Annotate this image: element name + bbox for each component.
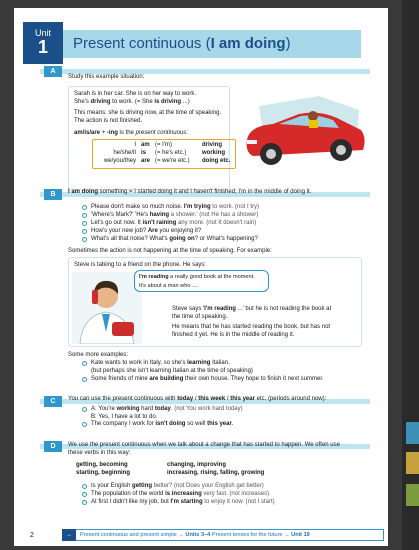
c-item-0 — [91, 405, 243, 413]
bullet-icon — [82, 500, 87, 505]
steve-says-c: ...' but he is not reading the book at — [235, 306, 332, 312]
c-intro-f: this year — [230, 396, 255, 402]
a-line3: This means: she is driving now, at the time of speaking. — [74, 110, 222, 116]
a-line1: Sarah is in her car. She is on her way to work. — [74, 91, 197, 97]
b-item-4-c: ? or What's happening? — [194, 236, 258, 242]
c-item-0-c: hard — [139, 406, 155, 412]
speech-line1 — [139, 273, 255, 281]
bullet-icon — [82, 484, 87, 489]
table-form-2: doing etc. — [202, 158, 231, 164]
a-line2-a: She's — [74, 99, 91, 105]
side-tab-2 — [406, 452, 419, 474]
section-d-badge: D — [44, 441, 62, 452]
b-item-0-a: Please don't make so much noise. — [91, 204, 184, 210]
b-item-0 — [91, 203, 259, 211]
more-2-c: their own house. They hope to finish it next summer. — [183, 376, 324, 382]
more-0-c: Italian. — [210, 360, 230, 366]
section-a-badge: A — [44, 66, 62, 77]
section-a-intro: Study this example situation: — [68, 74, 145, 80]
footer-text-a: Present continuous and present simple — [80, 532, 179, 538]
page-title — [63, 30, 361, 58]
bullet-icon — [82, 205, 87, 210]
c-item-2-b: isn't doing — [155, 421, 186, 427]
table-contraction-1: (= he's etc.) — [155, 150, 187, 156]
b-item-1-b: having — [149, 212, 170, 218]
more-item-1: (but perhaps she isn't learning Italian at the time of speaking) — [91, 368, 253, 374]
more-item-0 — [91, 359, 230, 367]
speech-a: I'm reading — [139, 274, 169, 280]
steve-line2: the time of speaking. — [172, 314, 228, 320]
a-line2-d: is driving — [154, 99, 182, 105]
table-pronoun-2: we/you/they — [103, 158, 136, 164]
formula-b: + — [100, 130, 107, 136]
formula-f: : — [186, 130, 188, 136]
more-0-b: learning — [187, 360, 211, 366]
b-item-0-c: to work. (not I try) — [210, 204, 259, 210]
bullet-icon — [82, 237, 87, 242]
title-end: ) — [285, 35, 291, 52]
a-line2 — [74, 98, 190, 106]
steve-line4: finished it yet. He is in the middle of reading it. — [172, 332, 295, 338]
d-verbs-col2-0: changing, improving — [167, 462, 227, 468]
section-c-intro — [68, 395, 326, 403]
c-item-2-e: . — [231, 421, 234, 427]
more-2-a: Some friends of mine — [91, 376, 150, 382]
d-item-1-a: The population of the world — [91, 491, 166, 497]
d-intro2: these verbs in this way: — [68, 450, 131, 456]
bullet-icon — [82, 221, 87, 226]
c-item-0-d: today — [154, 406, 171, 412]
section-b-intro — [68, 188, 311, 196]
c-item-2-d: this year — [207, 421, 232, 427]
phone-base — [112, 322, 134, 336]
side-tabs — [402, 0, 419, 550]
c-intro-e: / — [225, 396, 231, 402]
b-sometimes: Sometimes the action is not happening at the time of speaking. For example: — [68, 248, 272, 254]
d-intro1: We use the present continuous when we talk about a change that has started to happen. We often use — [68, 442, 340, 448]
section-b-badge: B — [44, 189, 62, 200]
d-item-0-c: better? (not Does your English get better) — [152, 483, 264, 489]
steve-says-a: Steve says ' — [172, 306, 205, 312]
footer-link-unit-19[interactable]: → Unit 19 — [284, 532, 310, 538]
c-intro-b: today — [177, 396, 194, 402]
b-item-1-c: a shower.' (not He has a shower) — [169, 212, 259, 218]
footer-text-b: Present tenses for the future — [210, 532, 284, 538]
section-c-badge: C — [44, 396, 62, 407]
d-item-2-a: At first I didn't like my job, but — [91, 499, 171, 505]
d-item-2 — [91, 498, 275, 506]
more-item-2 — [91, 375, 324, 383]
speech-b: a really good book at the moment. — [168, 274, 255, 280]
unit-badge — [23, 22, 63, 64]
d-item-2-b: I'm starting — [170, 499, 203, 505]
table-pronoun-1: he/she/it — [113, 150, 136, 156]
speech-line2: It's about a man who .... — [139, 283, 199, 289]
bullet-icon — [82, 229, 87, 234]
side-tab-3 — [406, 484, 419, 506]
c-intro-a: You can use the present continuous with — [68, 396, 178, 402]
formula-e: present continuous — [135, 130, 187, 136]
bullet-icon — [82, 407, 87, 412]
man-on-phone-illustration — [72, 272, 142, 344]
bullet-icon — [82, 492, 87, 497]
footer-link-units-3-4[interactable]: → Units 3–4 — [178, 532, 211, 538]
bullet-icon — [82, 377, 87, 382]
car-headlight — [247, 140, 257, 144]
b-item-2-b: isn't raining — [142, 220, 177, 226]
car-rear-hub — [336, 145, 346, 155]
b-intro-a: I am doing — [68, 189, 98, 195]
table-verb-0: am — [141, 142, 150, 148]
c-intro-c: / — [193, 396, 199, 402]
a-line2-b: driving — [90, 99, 111, 105]
b-item-2-c: any more. (not It doesn't rain) — [176, 220, 257, 226]
d-item-1-b: is increasing — [165, 491, 202, 497]
d-item-0 — [91, 482, 264, 490]
footer-text — [80, 531, 310, 539]
a-line2-e: ...) — [181, 99, 190, 105]
title-main: Present continuous ( — [73, 35, 211, 52]
b-intro-b: something = I started doing it and I haven't finished; I'm in the middle of doing it. — [98, 189, 312, 195]
c-item-1: B: Yes, I have a lot to do. — [91, 414, 158, 420]
bullet-icon — [82, 361, 87, 366]
steve-says-b: I'm reading — [204, 306, 236, 312]
car-illustration — [239, 88, 369, 178]
more-0-a: Kate wants to work in Italy, so she's — [91, 360, 188, 366]
driver-body — [309, 120, 318, 128]
more-examples-label: Some more examples: — [68, 352, 129, 358]
side-tab-1 — [406, 422, 419, 444]
b-item-1-a: 'Where's Mark?' 'He's — [91, 212, 150, 218]
bullet-icon — [82, 422, 87, 427]
b-item-3-b: Are — [147, 228, 158, 234]
c-item-0-a: A: You're — [91, 406, 117, 412]
b-item-4-b: going on — [169, 236, 195, 242]
b-item-2-a: Let's go out now. It — [91, 220, 143, 226]
car-front-hub — [266, 149, 276, 159]
table-form-1: working — [202, 150, 226, 156]
steve-line3: He means that he has started reading the book, but has not — [172, 324, 331, 330]
a-line4: The action is not finished. — [74, 118, 143, 124]
d-item-1-c: very fast. (not increases) — [201, 491, 270, 497]
d-verbs-col1-1: starting, beginning — [76, 470, 130, 476]
page — [14, 8, 388, 546]
c-item-2-c: so well — [185, 421, 208, 427]
more-2-b: are building — [149, 376, 184, 382]
c-item-0-e: . (not You work hard today) — [170, 406, 243, 412]
d-verbs-col2-1: increasing, rising, falling, growing — [167, 470, 265, 476]
b-item-3 — [91, 227, 201, 235]
b-item-3-c: you enjoying it? — [157, 228, 202, 234]
d-item-2-c: to enjoy it now. (not I start) — [202, 499, 275, 505]
d-item-0-a: Is your English — [91, 483, 133, 489]
table-form-0: driving — [202, 142, 223, 148]
unit-number: 1 — [37, 37, 48, 57]
page-number: 2 — [30, 532, 34, 539]
a-line2-c: to work. (= She — [110, 99, 155, 105]
table-verb-2: are — [141, 158, 151, 164]
a-formula — [74, 129, 188, 137]
c-intro-g: etc. (periods around now): — [254, 396, 327, 402]
title-bold: I am doing — [210, 35, 286, 52]
formula-d: is the — [117, 130, 136, 136]
c-intro-d: this week — [198, 396, 226, 402]
formula-c: -ing — [106, 130, 118, 136]
table-pronoun-0: I — [134, 142, 136, 148]
b-item-4 — [91, 235, 258, 243]
c-item-0-b: working — [116, 406, 140, 412]
table-contraction-2: (= we're etc.) — [155, 158, 190, 164]
b-item-0-b: I'm trying — [183, 204, 211, 210]
unit-label: Unit — [34, 28, 51, 38]
b-item-3-a: How's your new job? — [91, 228, 148, 234]
d-verbs-col1-0: getting, becoming — [76, 462, 128, 468]
table-contraction-0: (= I'm) — [155, 142, 172, 148]
c-item-2 — [91, 420, 234, 428]
phone-handset — [92, 290, 98, 304]
driver-head — [308, 111, 318, 121]
bullet-icon — [82, 213, 87, 218]
steve-says — [172, 305, 331, 313]
formula-a: am/is/are — [74, 130, 101, 136]
arrow-icon: → — [62, 529, 76, 541]
b-item-4-a: What's all that noise? What's — [91, 236, 170, 242]
d-item-1 — [91, 490, 269, 498]
d-item-0-b: getting — [132, 483, 153, 489]
b-item-2 — [91, 219, 256, 227]
table-verb-1: is — [141, 150, 147, 156]
b-item-1 — [91, 211, 258, 219]
c-item-2-a: The company I work for — [91, 421, 156, 427]
steve-intro: Steve is talking to a friend on the phone. He says: — [74, 262, 207, 268]
